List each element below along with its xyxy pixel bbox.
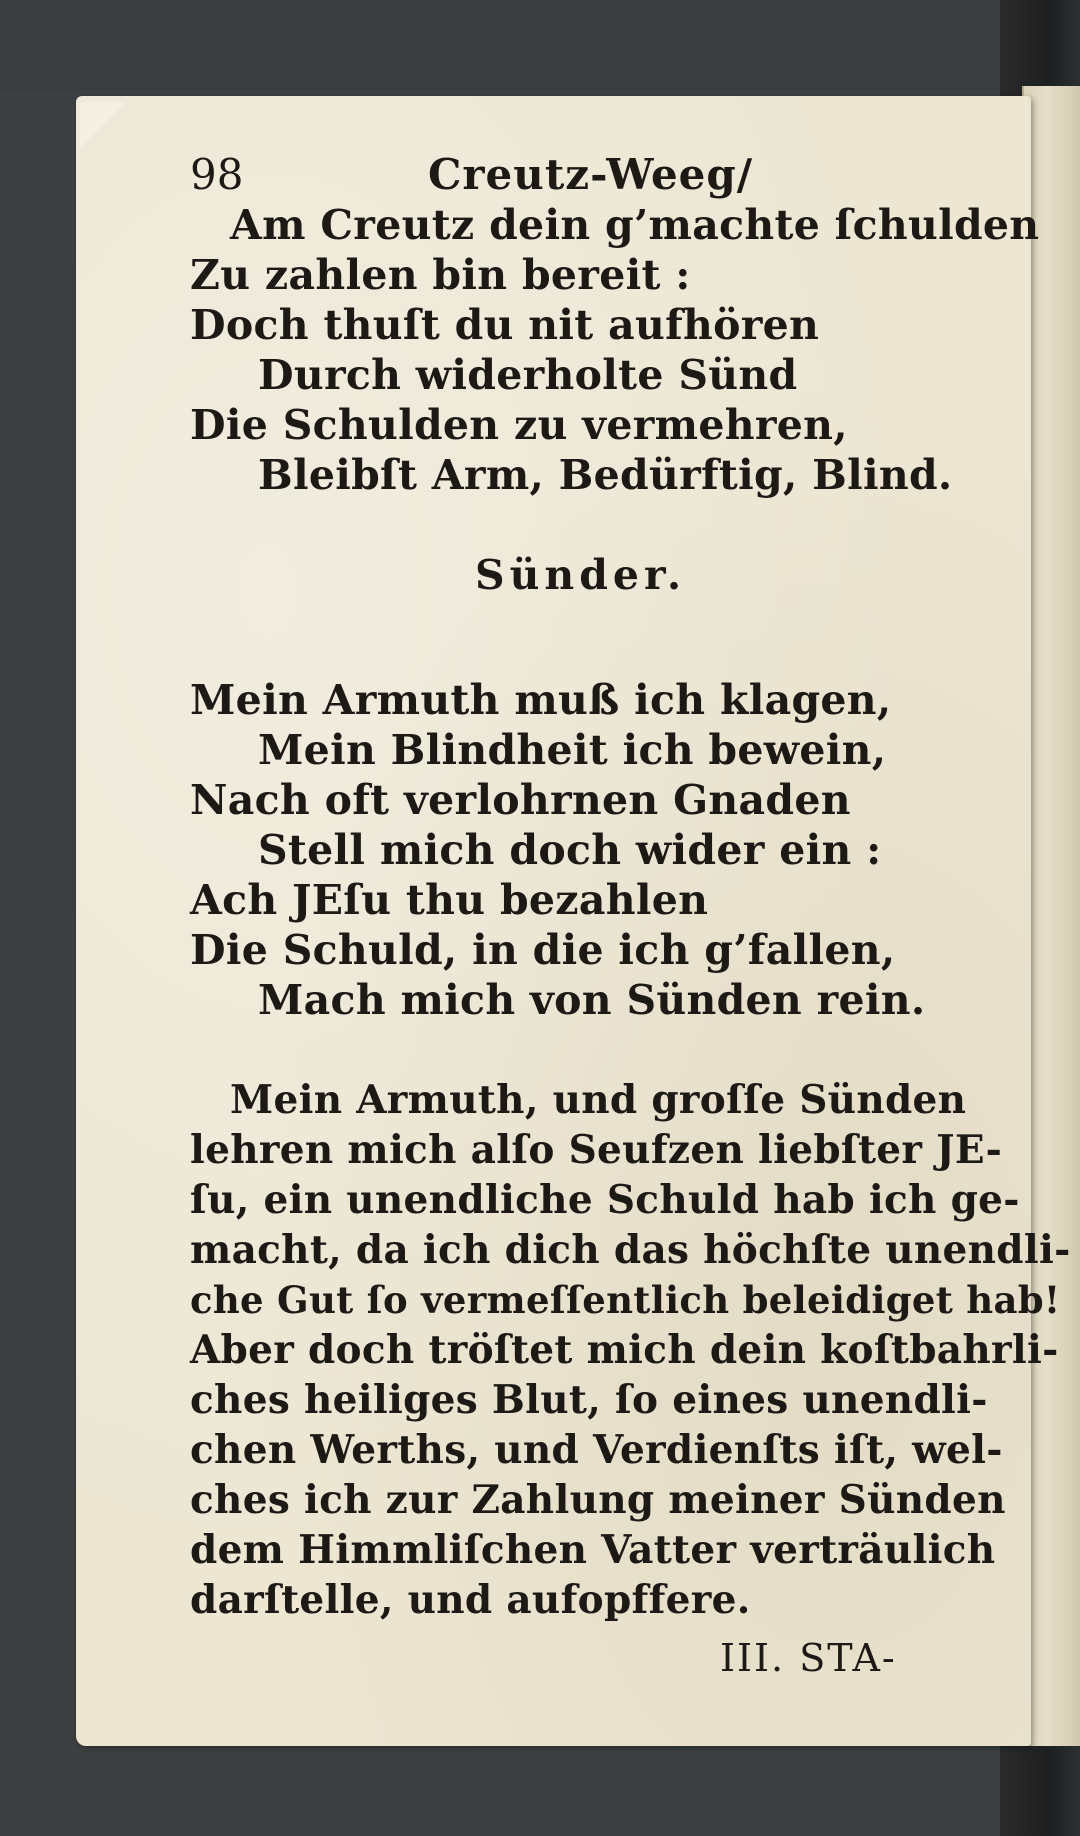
scan-background-top [0, 0, 1080, 90]
page-header [190, 150, 980, 206]
verse-line: Nach oft verlohrnen Gnaden [190, 776, 851, 824]
running-head: Creutz-Weeg/ [428, 150, 754, 199]
page-corner-fold [80, 102, 126, 148]
verse-line: Zu zahlen bin bereit : [190, 251, 691, 299]
prose-line: ches ich zur Zahlung meiner Sünden [190, 1477, 1006, 1523]
prose-line: che Gut ſo vermeſſentlich beleidiget hab! [190, 1278, 1061, 1322]
verse-line: Mein Blindheit ich bewein, [258, 726, 887, 774]
page-number: 98 [190, 150, 244, 199]
verse-line: Bleibſt Arm, Bedürftig, Blind. [258, 451, 953, 499]
prose-line: ches heiliges Blut, ſo eines unendli- [190, 1377, 988, 1423]
verse-line: Ach JEſu thu bezahlen [190, 876, 709, 924]
prose-line: darſtelle, und aufopffere. [190, 1577, 751, 1623]
catchword: III. STA- [720, 1636, 897, 1680]
prose-line: lehren mich alſo Seufzen liebſter JE- [190, 1127, 1003, 1173]
verse-line: Am Creutz dein g’machte ſchulden [230, 201, 1040, 249]
prose-line: macht, da ich dich das höchſte unendli- [190, 1227, 1071, 1273]
verse-line: Doch thuſt du nit aufhören [190, 301, 820, 349]
verse-line: Mach mich von Sünden rein. [258, 976, 926, 1024]
prose-line: ſu, ein unendliche Schuld hab ich ge- [190, 1177, 1020, 1223]
prose-line: chen Werths, und Verdienſts iſt, wel- [190, 1427, 1003, 1473]
verse-line: Die Schuld, in die ich g’fallen, [190, 926, 896, 974]
prose-line: Aber doch tröſtet mich dein koſtbahrli- [190, 1327, 1059, 1373]
prose-line: Mein Armuth, und groſſe Sünden [230, 1077, 967, 1123]
verse-line: Stell mich doch wider ein : [258, 826, 882, 874]
verse-line: Durch widerholte Sünd [258, 351, 798, 399]
verse-line: Mein Armuth muß ich klagen, [190, 676, 892, 724]
verse-line: Die Schulden zu vermehren, [190, 401, 848, 449]
prose-line: dem Himmliſchen Vatter verträulich [190, 1527, 996, 1573]
section-title: Sünder. [475, 551, 687, 599]
